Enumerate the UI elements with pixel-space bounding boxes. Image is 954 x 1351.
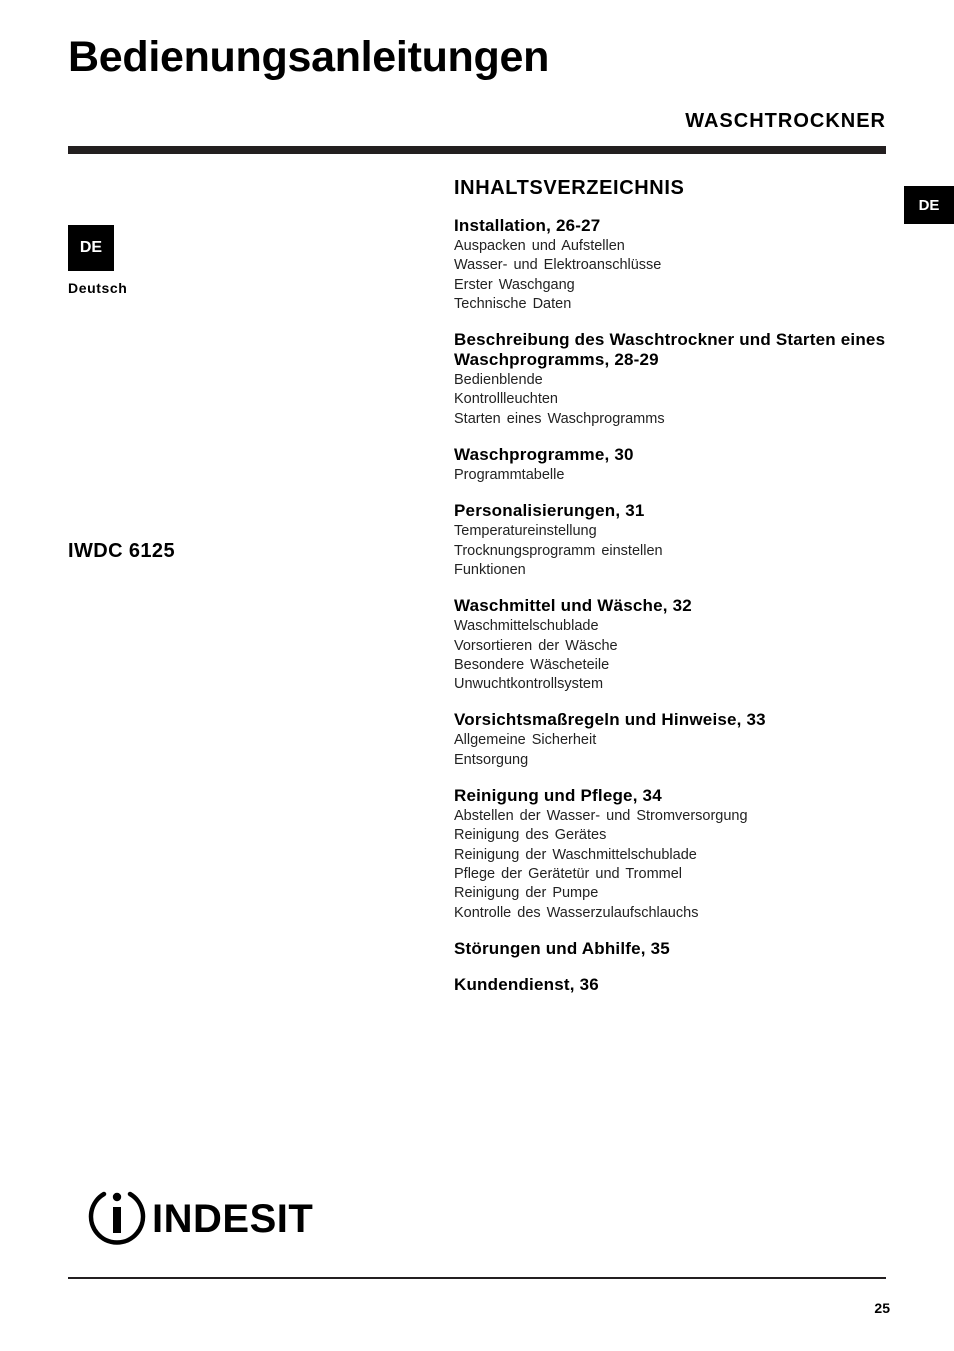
bottom-divider [68,1277,886,1279]
toc-section-title: Störungen und Abhilfe, 35 [454,938,670,958]
toc-subitem: Reinigung der Waschmittelschublade [454,846,697,863]
toc-subitem: Kontrollleuchten [454,391,558,408]
language-badge: DE [68,225,114,271]
toc-subitems [454,466,894,485]
logo-wordmark: INDESIT [152,1197,314,1241]
toc-section [454,596,894,694]
toc-heading: INHALTSVERZEICHNIS [454,177,685,199]
toc-section-title: Waschprogramme, 30 [454,445,634,465]
product-type: WASCHTROCKNER [685,110,886,132]
document-title: Bedienungsanleitungen [68,33,550,81]
toc-subitem: Kontrolle des Wasserzulaufschlauchs [454,904,699,921]
toc-subitems [454,617,894,694]
toc-section-title: Waschmittel und Wäsche, 32 [454,596,692,616]
table-of-contents [454,174,894,1011]
toc-subitem: Funktionen [454,561,526,578]
toc-subitem: Besondere Wäscheteile [454,656,610,673]
toc-subitem: Reinigung der Pumpe [454,885,599,902]
model-number: IWDC 6125 [68,540,175,562]
toc-section [454,330,894,429]
toc-section [454,445,894,485]
toc-section-title: Personalisierungen, 31 [454,501,645,521]
toc-subitem: Programmtabelle [454,467,565,484]
toc-subitem: Starten eines Waschprogramms [454,410,665,427]
toc-subitem: Vorsortieren der Wäsche [454,637,618,654]
toc-section [454,710,894,770]
toc-section [454,939,894,959]
toc-sections [454,216,894,995]
language-side-tab: DE [904,186,954,224]
toc-subitems [454,522,894,580]
toc-section-title: Vorsichtsmaßregeln und Hinweise, 33 [454,710,766,730]
indesit-logo [84,1184,318,1248]
toc-subitem: Wasser- und Elektroanschlüsse [454,257,662,274]
toc-section-title: Kundendienst, 36 [454,974,599,994]
toc-subitem: Bedienblende [454,372,543,389]
toc-subitems [454,371,894,429]
toc-section-title: Installation, 26-27 [454,216,601,235]
toc-section [454,975,894,995]
toc-subitems [454,807,894,923]
toc-section [454,501,894,580]
toc-subitem: Auspacken und Aufstellen [454,238,625,254]
toc-subitem: Allgemeine Sicherheit [454,732,597,749]
toc-subitem: Trocknungsprogramm einstellen [454,542,663,559]
toc-subitem: Pflege der Gerätetür und Trommel [454,865,683,882]
toc-subitem: Erster Waschgang [454,276,575,293]
toc-subitem: Reinigung des Gerätes [454,827,607,844]
top-divider [68,146,886,154]
language-label: Deutsch [68,280,128,296]
toc-subitem: Temperatureinstellung [454,523,597,540]
toc-section-title: Reinigung und Pflege, 34 [454,786,662,806]
toc-subitem: Unwuchtkontrollsystem [454,676,604,693]
toc-subitems [454,237,894,314]
toc-subitems [454,731,894,770]
toc-subitem: Abstellen der Wasser- und Stromversorgung [454,808,748,825]
toc-section-title: Beschreibung des Waschtrockner und Starten eines Waschprogramms, 28-29 [454,330,886,370]
toc-subitem: Entsorgung [454,751,529,768]
page-number: 25 [874,1300,890,1316]
toc-subitem: Technische Daten [454,295,572,312]
toc-section [454,786,894,923]
toc-subitem: Waschmittelschublade [454,618,599,635]
toc-section [454,216,894,314]
